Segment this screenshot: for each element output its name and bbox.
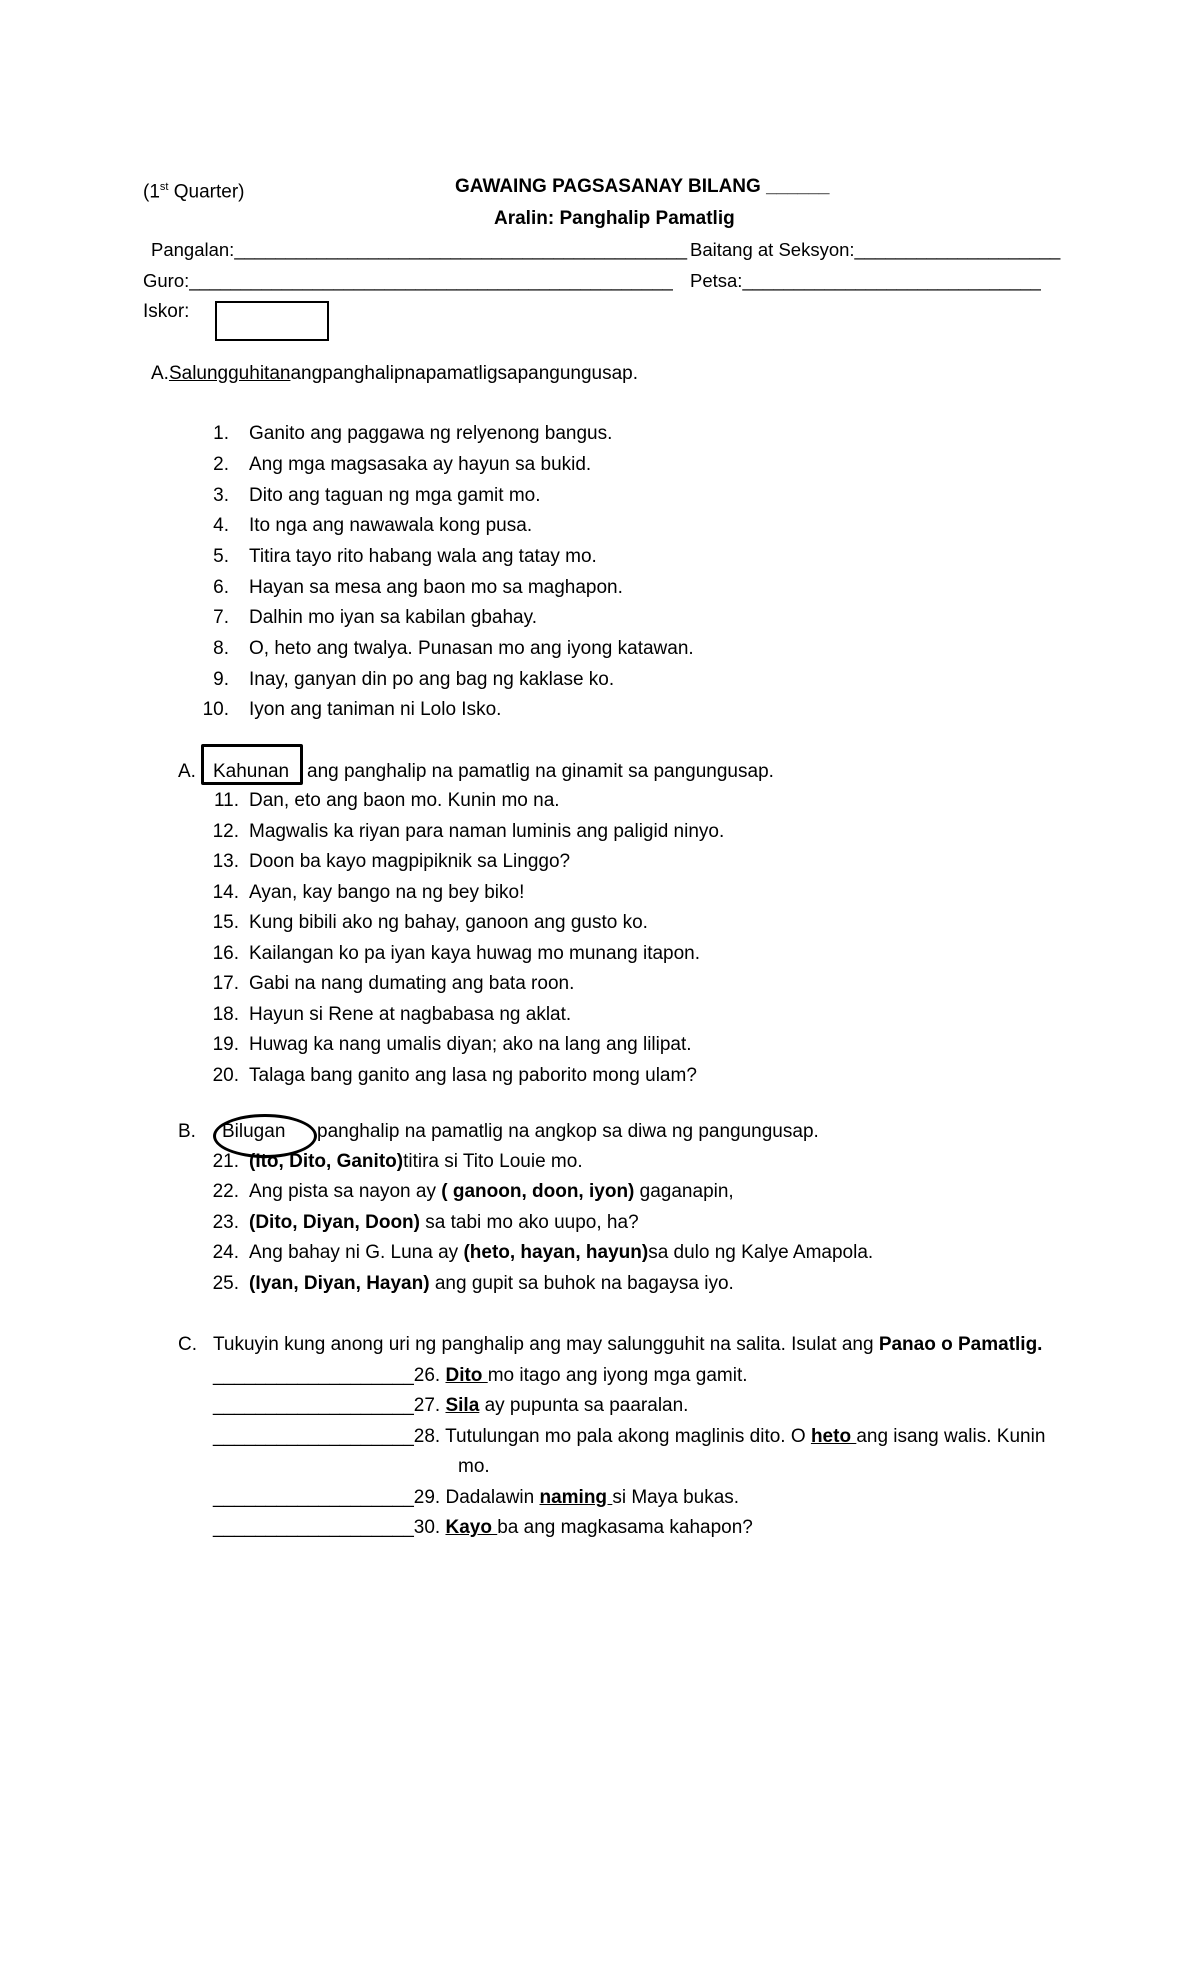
answer-blank[interactable]: ___________________ [213, 1426, 414, 1447]
list-item: 14. Ayan, kay bango na ng bey biko! [212, 882, 525, 903]
list-item: ___________________27. Sila ay pupunta sa paaralan. [213, 1395, 689, 1416]
list-item: ___________________29. Dadalawin naming si Maya bukas. [213, 1487, 740, 1508]
list-item: 21. (Ito, Dito, Ganito)titira si Tito Louie mo. [212, 1151, 583, 1172]
score-box[interactable] [215, 301, 329, 341]
list-item: 2. Ang mga magsasaka ay hayun sa bukid. [213, 454, 592, 475]
answer-blank[interactable]: ___________________ [213, 1517, 414, 1538]
list-item: 10. Iyon ang taniman ni Lolo Isko. [202, 699, 502, 720]
list-item: 7. Dalhin mo iyan sa kabilan gbahay. [213, 607, 537, 628]
list-item: 11. Dan, eto ang baon mo. Kunin mo na. [213, 790, 560, 811]
list-item: 5. Titira tayo rito habang wala ang tatay mo. [213, 546, 597, 567]
list-item: 23. (Dito, Diyan, Doon) sa tabi mo ako uupo, ha? [212, 1212, 639, 1233]
list-item: 13. Doon ba kayo magpipiknik sa Linggo? [212, 851, 571, 872]
answer-blank[interactable]: ___________________ [213, 1395, 414, 1416]
list-item: 3. Dito ang taguan ng mga gamit mo. [213, 485, 541, 506]
name-field[interactable]: Pangalan:____________________________________________ [151, 239, 688, 260]
list-item: 24. Ang bahay ni G. Luna ay (heto, hayan, hayun)sa dulo ng Kalye Amapola. [212, 1242, 874, 1263]
underline-keyword: Dito [445, 1365, 488, 1386]
circled-keyword: Bilugan [222, 1121, 286, 1142]
list-item: 12. Magwalis ka riyan para naman luminis ang paligid ninyo. [212, 821, 725, 842]
list-item: ___________________26. Dito mo itago ang iyong mga gamit. [213, 1365, 748, 1386]
underline-keyword: naming [539, 1487, 613, 1508]
quarter-label: (1st Quarter) [143, 181, 245, 203]
list-item: ___________________28. Tutulungan mo pala akong maglinis dito. O heto ang isang walis. Kunin [213, 1426, 1046, 1447]
list-item: 20. Talaga bang ganito ang lasa ng paborito mong ulam? [212, 1065, 697, 1086]
section-b-instruction: panghalip na pamatlig na angkop sa diwa ng pangungusap. [317, 1121, 819, 1142]
section-c-prefix: C. [178, 1334, 197, 1355]
underline-keyword: Sila [445, 1395, 480, 1416]
list-item: 6. Hayan sa mesa ang baon mo sa maghapon. [213, 577, 623, 598]
list-item: 8. O, heto ang twalya. Punasan mo ang iyong katawan. [213, 638, 694, 659]
underline-keyword: Kayo [445, 1517, 498, 1538]
underline-keyword: Salungguhitan [168, 363, 291, 384]
lesson-title: Aralin: Panghalip Pamatlig [494, 208, 735, 229]
list-item: 25. (Iyan, Diyan, Hayan) ang gupit sa buhok na bagaysa iyo. [212, 1273, 734, 1294]
list-item: 18. Hayun si Rene at nagbabasa ng aklat. [212, 1004, 572, 1025]
section-c-instruction: Tukuyin kung anong uri ng panghalip ang may salungguhit na salita. Isulat ang Panao o Pamatlig. [213, 1334, 1043, 1355]
worksheet-title: GAWAING PAGSASANAY BILANG ______ [455, 176, 830, 197]
section-a2-prefix: A. [178, 761, 196, 782]
answer-blank[interactable]: ___________________ [213, 1487, 414, 1508]
grade-section-field[interactable]: Baitang at Seksyon:____________________ [690, 239, 1061, 260]
score-label: Iskor: [143, 301, 190, 322]
date-field[interactable]: Petsa:_____________________________ [690, 270, 1041, 291]
list-item: 4. Ito nga ang nawawala kong pusa. [213, 515, 533, 536]
list-item: 9. Inay, ganyan din po ang bag ng kaklase ko. [213, 669, 615, 690]
section-a2-instruction: ang panghalip na pamatlig na ginamit sa pangungusap. [307, 761, 774, 782]
list-item: 15. Kung bibili ako ng bahay, ganoon ang gusto ko. [212, 912, 648, 933]
underline-keyword: heto [810, 1426, 857, 1447]
boxed-keyword: Kahunan [213, 761, 290, 782]
teacher-field[interactable]: Guro:_______________________________________________ [143, 270, 673, 291]
section-a1-instruction: A.Salungguhitanangpanghalipnapamatligsapangungusap. [151, 363, 639, 384]
continuation-text: mo. [458, 1456, 490, 1477]
list-item: 1. Ganito ang paggawa ng relyenong bangus. [213, 423, 613, 444]
answer-blank[interactable]: ___________________ [213, 1365, 414, 1386]
list-item: 16. Kailangan ko pa iyan kaya huwag mo munang itapon. [212, 943, 701, 964]
list-item: 19. Huwag ka nang umalis diyan; ako na lang ang lilipat. [212, 1034, 692, 1055]
section-b-prefix: B. [178, 1121, 196, 1142]
list-item: 17. Gabi na nang dumating ang bata roon. [212, 973, 575, 994]
list-item: ___________________30. Kayo ba ang magkasama kahapon? [213, 1517, 753, 1538]
list-item: 22. Ang pista sa nayon ay ( ganoon, doon, iyon) gaganapin, [212, 1181, 734, 1202]
